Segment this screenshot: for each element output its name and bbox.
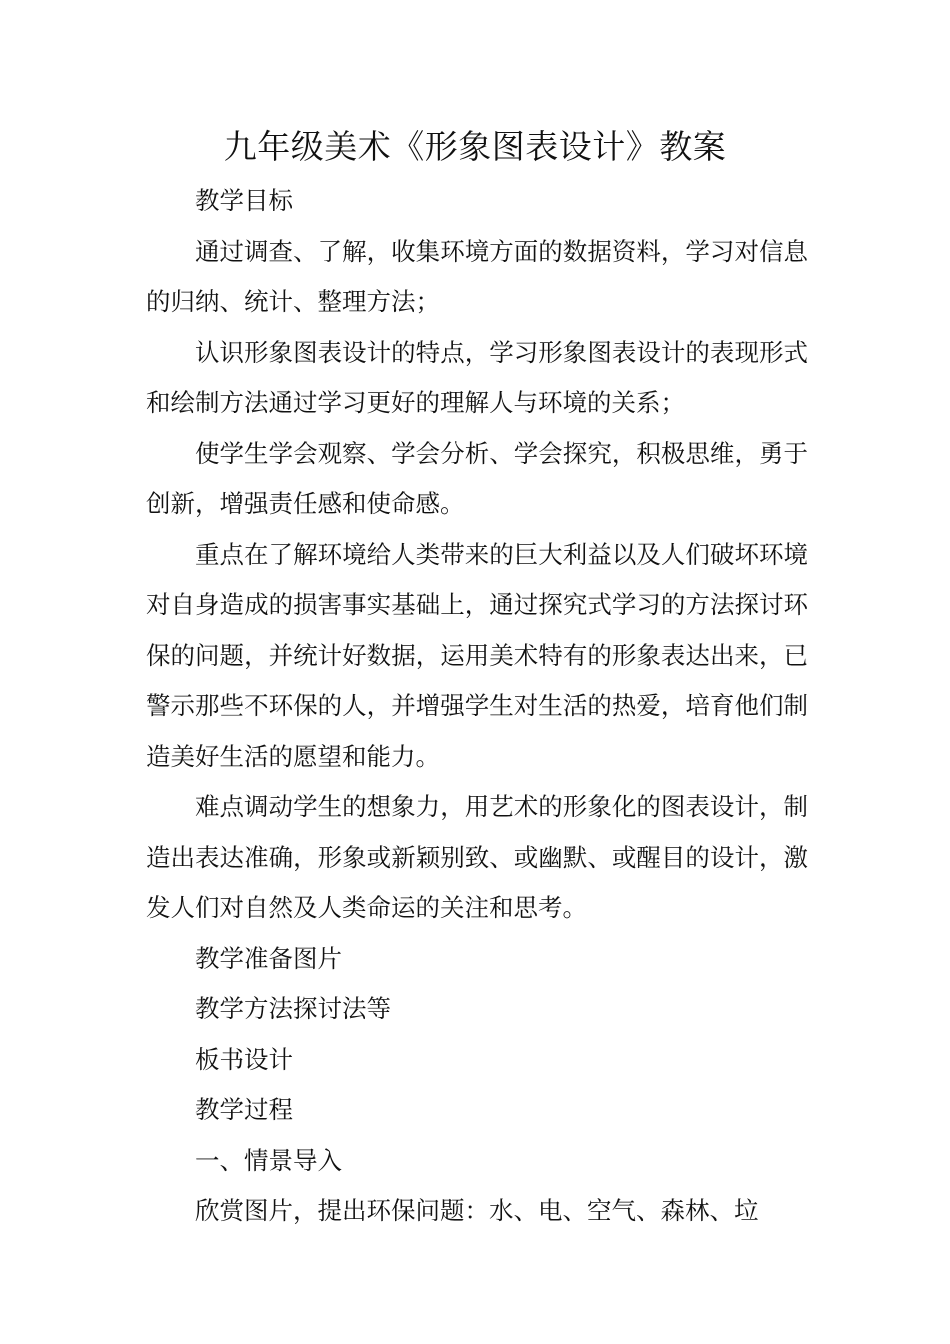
- paragraph: 一、情景导入: [195, 1145, 342, 1175]
- paragraph: 认识形象图表设计的特点，学习形象图表设计的表现形式和绘制方法通过学习更好的理解人与环境的关系；: [146, 337, 808, 417]
- paragraph-objectives-heading: 教学目标: [195, 186, 293, 215]
- paragraph: 教学准备图片: [195, 943, 342, 973]
- paragraph: 板书设计: [195, 1044, 293, 1074]
- document-title: 九年级美术《形象图表设计》教案: [223, 127, 727, 166]
- paragraph: 使学生学会观察、学会分析、学会探究，积极思维，勇于创新，增强责任感和使命感。: [146, 438, 808, 518]
- paragraph: 重点在了解环境给人类带来的巨大利益以及人们破坏环境对自身造成的损害事实基础上，通过探究式学习的方法探讨环保的问题，并统计好数据，运用美术特有的形象表达出来，已警示那些不环保的人，并增强学生对生活的热爱，培育他们制造美好生活的愿望和能力。: [146, 539, 808, 771]
- paragraph: 通过调查、了解，收集环境方面的数据资料，学习对信息的归纳、统计、整理方法；: [146, 236, 808, 316]
- paragraph: 难点调动学生的想象力，用艺术的形象化的图表设计，制造出表达准确，形象或新颖别致、或幽默、或醒目的设计，激发人们对自然及人类命运的关注和思考。: [146, 792, 808, 922]
- paragraph: 教学过程: [195, 1095, 293, 1124]
- document-body: [146, 176, 808, 1237]
- paragraph: 欣赏图片，提出环保问题：水、电、空气、森林、垃: [195, 1196, 759, 1225]
- paragraph: 教学方法探讨法等: [195, 994, 391, 1023]
